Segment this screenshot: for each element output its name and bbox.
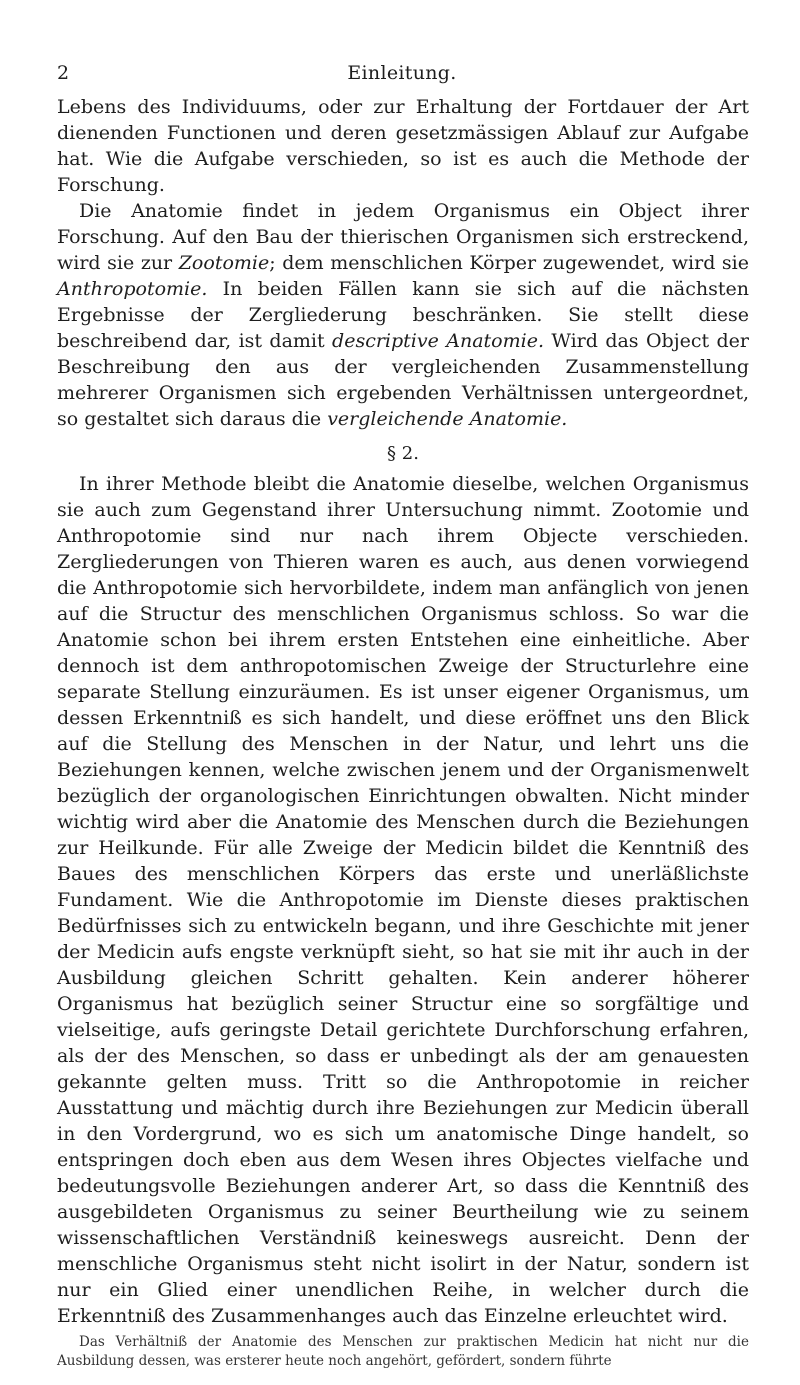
section-heading: § 2. (387, 443, 419, 464)
paragraph-text: Die Anatomie findet in jedem Organismus ein Object ihrer Forschung. Auf den Bau der thierischen Organismen sich erstreckend, wird sie zur (57, 200, 749, 274)
term-zootomie: Zootomie (178, 252, 270, 274)
page-number: 2 (57, 62, 70, 84)
page-header (57, 62, 747, 90)
anatomy-paragraph (57, 198, 749, 432)
paragraph-text: In beiden Fällen kann sie sich auf die nächsten Ergebnisse der Zergliederung beschränken. Sie stellt diese beschreibend dar, ist damit (57, 278, 749, 352)
paragraph-text: Wird das Object der Beschreibung den aus der vergleichenden Zusammenstellung mehrerer Organismen sich ergebenden Verhältnissen untergeordnet, so gestaltet sich daraus die (57, 330, 749, 430)
term-anthropotomie: Anthropotomie. (57, 278, 208, 300)
paragraph-text: ; dem menschlichen Körper zugewendet, wird sie (269, 252, 750, 274)
intro-paragraph: Lebens des Individuums, oder zur Erhaltung der Fortdauer der Art dienenden Functionen und deren gesetzmässigen Ablauf zur Aufgabe hat. Wie die Aufgabe verschieden, so ist es auch die Methode der Forschung. (57, 96, 749, 196)
page-body (57, 94, 749, 1385)
running-title: Einleitung. (347, 62, 457, 84)
section-paragraph: In ihrer Methode bleibt die Anatomie dieselbe, welchen Organismus sie auch zum Gegenstand ihrer Untersuchung nimmt. Zootomie und Anthropotomie sind nur nach ihrem Objecte verschieden. Zergliederungen von Thieren waren es auch, aus denen vorwiegend die Anthropotomie sich hervorbildete, indem man anfänglich von jenen auf die Structur des menschlichen Organismus schloss. So war die Anatomie schon bei ihrem ersten Entstehen eine einheitliche. Aber dennoch ist dem anthropotomischen Zweige der Structurlehre eine separate Stellung einzuräumen. Es ist unser eigener Organismus, um dessen Erkenntniß es sich handelt, und diese eröffnet uns den Blick auf die Stellung des Menschen in der Natur, und lehrt uns die Beziehungen kennen, welche zwischen jenem und der Organismenwelt bezüglich der organologischen Einrichtungen obwalten. Nicht minder wichtig wird aber die Anatomie des Menschen durch die Beziehungen zur Heilkunde. Für alle Zweige der Medicin bildet die Kenntniß des Baues des menschlichen Körpers das erste und unerläßlichste Fundament. Wie die Anthropotomie im Dienste dieses praktischen Bedürfnisses sich zu entwickeln begann, und ihre Geschichte mit jener der Medicin aufs engste verknüpft sieht, so hat sie mit ihr auch in der Ausbildung gleichen Schritt gehalten. Kein anderer höherer Organismus hat bezüglich seiner Structur eine so sorgfältige und vielseitige, aufs geringste Detail gerichtete Durchforschung erfahren, als der des Menschen, so dass er unbedingt als der am genauesten gekannte gelten muss. Tritt so die Anthropotomie in reicher Ausstattung und mächtig durch ihre Beziehungen zur Medicin überall in den Vordergrund, wo es sich um anatomische Dinge handelt, so entspringen doch eben aus dem Wesen ihres Objectes vielfache und bedeutungsvolle Beziehungen anderer Art, so dass die Kenntniß des ausgebildeten Organismus zu seiner Beurtheilung wie zu seinem wissenschaftlichen Verständniß keineswegs ausreicht. Denn der menschliche Organismus steht nicht isolirt in der Natur, sondern ist nur ein Glied einer unendlichen Reihe, in welcher durch die Erkenntniß des Zusammenhanges auch das Einzelne erleuchtet wird. (57, 473, 749, 1327)
footnote: Das Verhältniß der Anatomie des Menschen zur praktischen Medicin hat nicht nur die Ausbildung dessen, was ersterer heute noch angehört, gefördert, sondern führte (57, 1334, 749, 1369)
term-vergleichende-anatomie: vergleichende Anatomie. (327, 408, 568, 430)
term-descriptive-anatomie: descriptive Anatomie. (332, 330, 544, 352)
